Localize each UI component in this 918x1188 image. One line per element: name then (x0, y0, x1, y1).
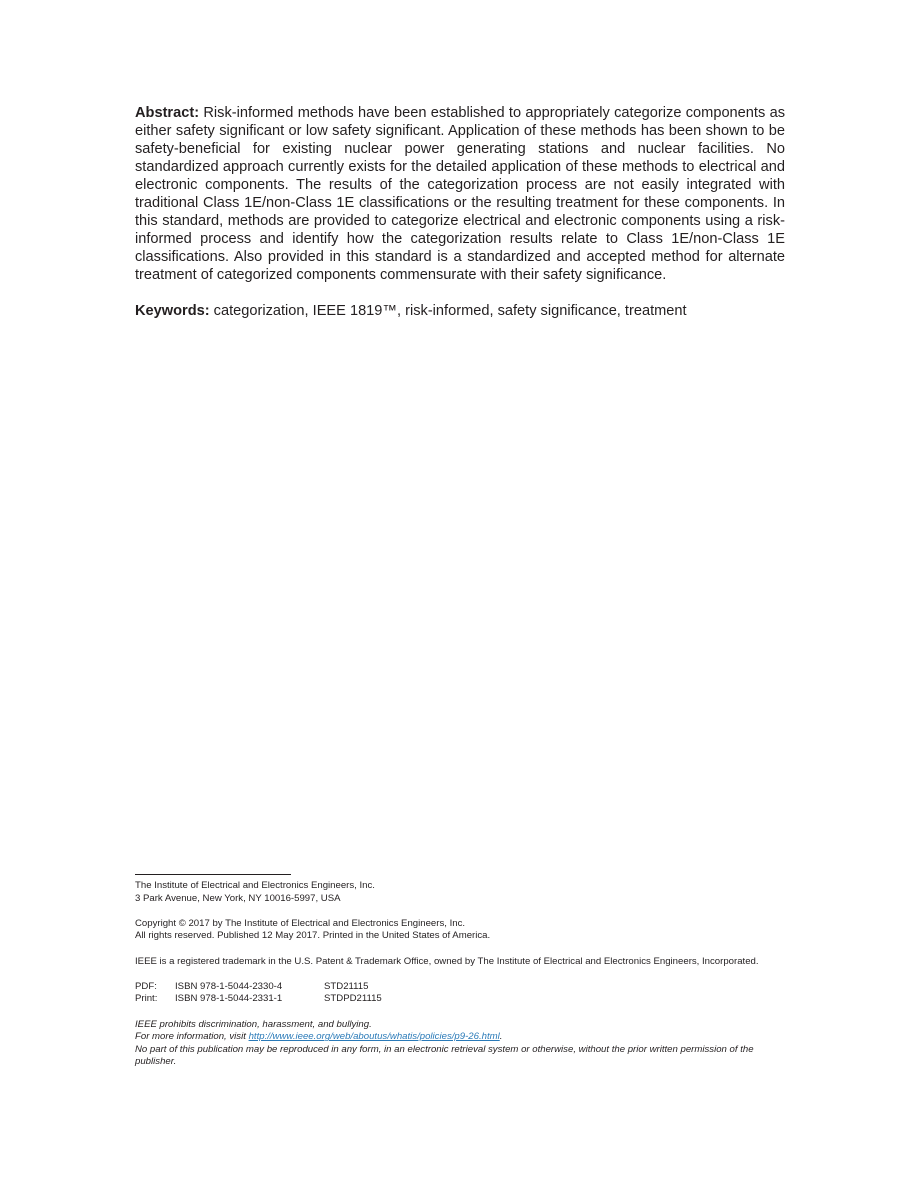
trademark-text: IEEE is a registered trademark in the U.S. Patent & Trademark Office, owned by The Institute of Electrical and Electronics Engineers, Incorporated. (135, 955, 759, 967)
isbn-number: ISBN 978-1-5044-2331-1 (175, 993, 283, 1005)
notice-more-info-prefix: For more information, visit (135, 1031, 249, 1043)
isbn-format: Print: (135, 993, 158, 1005)
isbn-block (135, 981, 785, 1006)
publisher-block (135, 880, 785, 905)
abstract-text: Risk-informed methods have been established to appropriately categorize components as either safety significant or low safety significant. Application of these methods has been shown to be safety-beneficial for existing nuclear power generating stations and nuclear facilities. No standardized approach currently exists for the detailed application of these methods to electrical and electronic components. The results of the categorization process are not easily integrated with traditional Class 1E/non-Class 1E classifications or the resulting treatment for these components. In this standard, methods are provided to categorize electrical and electronic components using a risk-informed process and identify how the categorization results relate to Class 1E/non-Class 1E classifications. Also provided in this standard is a standardized and accepted method for alternate treatment of categorized components commensurate with their safety significance. (135, 105, 785, 283)
notice-more-info-suffix: . (499, 1031, 503, 1043)
publisher-address: 3 Park Avenue, New York, NY 10016-5997, USA (135, 892, 341, 904)
notice-block (135, 1019, 785, 1069)
abstract-label: Abstract: (135, 105, 200, 121)
keywords-paragraph (135, 302, 785, 320)
copyright-line: Copyright © 2017 by The Institute of Electrical and Electronics Engineers, Inc. (135, 917, 466, 929)
copyright-block (135, 918, 785, 943)
footer-notes (135, 880, 785, 1069)
isbn-format: PDF: (135, 980, 157, 992)
isbn-row-print (135, 993, 785, 1006)
isbn-code: STDPD21115 (324, 993, 382, 1005)
isbn-row-pdf (135, 981, 785, 994)
notice-discrimination: IEEE prohibits discrimination, harassment, and bullying. (135, 1018, 372, 1030)
footnote-divider (135, 874, 291, 875)
notice-more-info (135, 1031, 785, 1044)
rights-line: All rights reserved. Published 12 May 2017. Printed in the United States of America. (135, 930, 491, 942)
abstract-paragraph (135, 104, 785, 284)
document-page (135, 0, 785, 1188)
keywords-text: categorization, IEEE 1819™, risk-informed, safety significance, treatment (213, 303, 687, 319)
isbn-number: ISBN 978-1-5044-2330-4 (175, 980, 283, 992)
publisher-name: The Institute of Electrical and Electronics Engineers, Inc. (135, 880, 375, 891)
trademark-block (135, 956, 785, 969)
isbn-code: STD21115 (324, 980, 369, 992)
policy-link[interactable]: http://www.ieee.org/web/aboutus/whatis/policies/p9-26.html (248, 1031, 500, 1043)
notice-reproduction: No part of this publication may be reproduced in any form, in an electronic retrieval system or otherwise, without the prior written permission of the publisher. (135, 1043, 754, 1068)
keywords-label: Keywords: (135, 303, 210, 319)
